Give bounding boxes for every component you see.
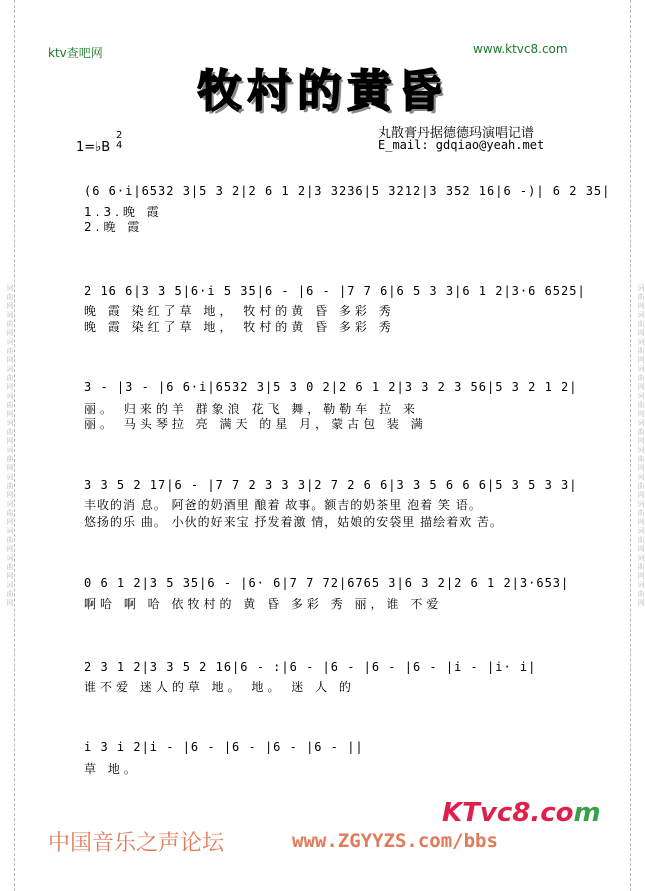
site-label-right: www.ktvc8.com [473, 42, 568, 56]
score-line-5-notes: 0 6 1 2|3 5 35|6 - |6· 6|7 7 72|6765 3|6 3 2|2 6 1 2|3·653| [84, 576, 570, 590]
left-watermark-strip: 词曲网词曲网词曲网词曲网词曲网词曲网词曲网词曲网词曲网词曲网词曲网词曲网 [0, 0, 15, 891]
score-line-6-notes: 2 3 1 2|3 3 5 2 16|6 - :|6 - |6 - |6 - |6 - |i - |i· i| [84, 660, 537, 674]
score-line-3-lyric-1: 丽。 归来的羊 群象浪 花飞 舞，勒勒车 拉 来 [84, 402, 419, 416]
score-line-6-lyric-1: 谁不爱 迷人的草 地。 地。 迷 人 的 [84, 680, 355, 694]
score-line-3-notes: 3 - |3 - |6 6·i|6532 3|5 3 0 2|2 6 1 2|3 3 2 3 56|5 3 2 1 2| [84, 380, 578, 394]
transcription-credit: 丸散膏丹据德德玛演唱记谱 [378, 126, 535, 141]
score-line-4-notes: 3 3 5 2 17|6 - |7 7 2 3 3 3|2 7 2 6 6|3 3 5 6 6 6|5 3 5 3 3| [84, 478, 578, 492]
time-numerator: 2 [116, 130, 123, 141]
score-line-3-lyric-2: 丽。 马头琴拉 亮 满天 的星 月，蒙古包 装 满 [84, 417, 427, 431]
score-line-7-notes: i 3 i 2|i - |6 - |6 - |6 - |6 - || [84, 740, 364, 754]
score-line-1-notes: (6 6·i|6532 3|5 3 2|2 6 1 2|3 3236|5 3212|3 352 16|6 -)| 6 2 35| [84, 184, 611, 198]
ktvc8-logo: KTvc8.com [442, 798, 601, 828]
score-line-4-lyric-2: 悠扬的乐 曲。 小伙的好来宝 抒发着激 情，姑娘的安袋里 描绘着欢 苦。 [84, 515, 503, 529]
score-line-1-lyric-1: 1.3.晚 霞 [84, 205, 163, 219]
score-line-2-lyric-2: 晚 霞 染红了草 地， 牧村的黄 昏 多彩 秀 [84, 320, 395, 334]
score-line-2-lyric-1: 晚 霞 染红了草 地， 牧村的黄 昏 多彩 秀 [84, 304, 395, 318]
song-title: 牧村的黄昏 [197, 66, 448, 117]
score-line-1-lyric-2: 2.晚 霞 [84, 220, 144, 234]
right-watermark-strip: 词曲网词曲网词曲网词曲网词曲网词曲网词曲网词曲网词曲网词曲网词曲网词曲网 [630, 0, 645, 891]
time-denominator: 4 [116, 140, 123, 151]
site-label-left: ktv查吧网 [48, 46, 103, 60]
footer-forum-url: www.ZGYYZS.com/bbs [292, 830, 498, 852]
score-line-7-lyric-1: 草 地。 [84, 762, 140, 776]
time-signature [116, 131, 122, 151]
footer-forum-name: 中国音乐之声论坛 [48, 831, 225, 856]
score-line-2-notes: 2 16 6|3 3 5|6·i 5 35|6 - |6 - |7 7 6|6 5 3 3|6 1 2|3·6 6525| [84, 284, 586, 298]
email-line: E_mail: gdqiao@yeah.met [378, 138, 545, 152]
score-line-4-lyric-1: 丰收的消 息。 阿爸的奶酒里 酿着 故事。额吉的奶茶里 泡着 笑 语。 [84, 498, 482, 512]
key-signature: 1=♭B [76, 140, 111, 155]
score-line-5-lyric-1: 啊哈 啊 哈 依牧村的 黄 昏 多彩 秀 丽，谁 不爱 [84, 597, 443, 611]
